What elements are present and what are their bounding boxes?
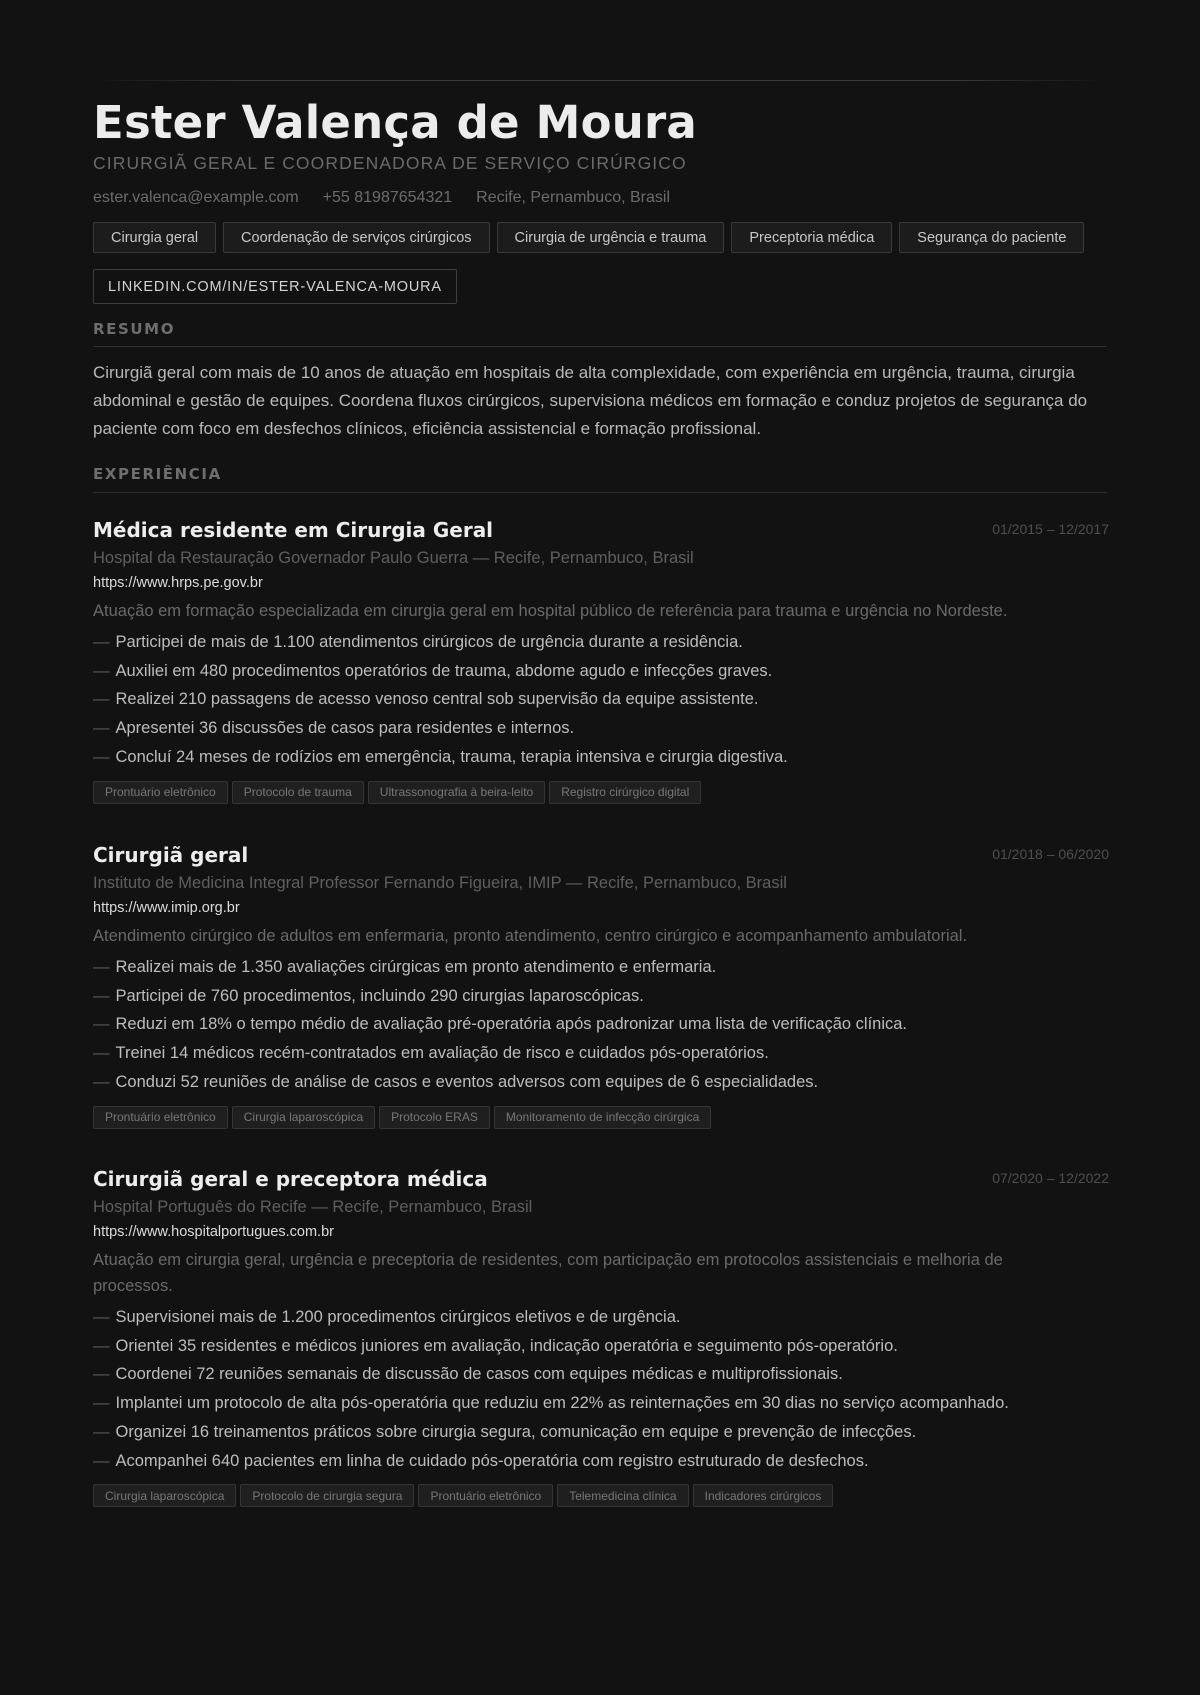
job-entry (93, 516, 1109, 804)
job-achievements (93, 1303, 1109, 1475)
achievement-item (93, 1010, 1109, 1039)
job-entry (93, 841, 1109, 1129)
tool-tag: Cirurgia laparoscópica (93, 1484, 236, 1507)
job-organization: Hospital Português do Recife — Recife, Pernambuco, Brasil (93, 1198, 533, 1216)
achievement-item (93, 743, 1109, 772)
achievement-text: Realizei 210 passagens de acesso venoso central sob supervisão da equipe assistente. (115, 690, 759, 709)
job-description: Atuação em cirurgia geral, urgência e preceptoria de residentes, com participação em protocolos assistenciais e melhoria de processos. (93, 1251, 1003, 1295)
skill-tag: Cirurgia de urgência e trauma (497, 222, 725, 253)
contact-phone[interactable]: +55 81987654321 (322, 189, 453, 206)
job-url[interactable]: https://www.imip.org.br (93, 900, 240, 916)
achievement-item (93, 657, 1109, 686)
job-description: Atuação em formação especializada em cirurgia geral em hospital público de referência para trauma e urgência no Nordeste. (93, 602, 1008, 620)
dash-icon: — (93, 1422, 110, 1441)
achievement-text: Supervisionei mais de 1.200 procedimentos cirúrgicos eletivos e de urgência. (115, 1308, 681, 1326)
achievement-item (93, 1303, 1109, 1332)
achievement-item (93, 1068, 1109, 1097)
tool-tag: Prontuário eletrônico (93, 1106, 228, 1129)
summary-heading: RESUMO (93, 320, 176, 338)
dash-icon: — (93, 986, 110, 1005)
achievement-text: Reduzi em 18% o tempo médio de avaliação pré-operatória após padronizar uma lista de verificação clínica. (115, 1015, 908, 1034)
achievement-text: Participei de 760 procedimentos, incluindo 290 cirurgias laparoscópicas. (115, 986, 644, 1005)
achievement-text: Auxiliei em 480 procedimentos operatórios de trauma, abdome agudo e infecções graves. (115, 661, 773, 680)
dash-icon: — (93, 1336, 110, 1355)
achievement-text: Treinei 14 médicos recém-contratados em avaliação de risco e cuidados pós-operatórios. (115, 1044, 769, 1063)
skills-list (93, 222, 1084, 253)
top-divider (93, 80, 1107, 81)
dash-icon: — (93, 1451, 110, 1470)
achievement-text: Orientei 35 residentes e médicos juniores em avaliação, indicação operatória e seguimento pós-operatório. (115, 1336, 898, 1355)
contact-location: Recife, Pernambuco, Brasil (476, 189, 670, 206)
linkedin-link[interactable]: LINKEDIN.COM/IN/ESTER-VALENCA-MOURA (93, 269, 457, 304)
dash-icon: — (93, 1308, 110, 1326)
summary-divider (93, 346, 1107, 347)
achievement-item (93, 685, 1109, 714)
job-description: Atendimento cirúrgico de adultos em enfermaria, pronto atendimento, centro cirúrgico e acompanhamento ambulatorial. (93, 927, 968, 945)
job-tools (93, 781, 1109, 804)
achievement-item (93, 1039, 1109, 1068)
job-tools (93, 1106, 1109, 1129)
tool-tag: Cirurgia laparoscópica (232, 1106, 375, 1129)
achievement-item (93, 982, 1109, 1011)
achievement-text: Concluí 24 meses de rodízios em emergência, trauma, terapia intensiva e cirurgia digestiva. (115, 747, 788, 766)
achievement-text: Coordenei 72 reuniões semanais de discussão de casos com equipes médicas e multiprofissionais. (115, 1365, 843, 1384)
dash-icon: — (93, 1365, 110, 1384)
dash-icon: — (93, 661, 110, 680)
achievement-text: Participei de mais de 1.100 atendimentos cirúrgicos de urgência durante a residência. (115, 633, 743, 651)
achievement-item (93, 714, 1109, 743)
achievement-item (93, 1418, 1109, 1447)
job-dates: 01/2018 – 06/2020 (992, 846, 1109, 862)
tool-tag: Protocolo de trauma (232, 781, 364, 804)
tool-tag: Registro cirúrgico digital (549, 781, 701, 804)
achievement-item (93, 1360, 1109, 1389)
achievement-item (93, 628, 1109, 657)
achievement-item (93, 953, 1109, 982)
achievement-item (93, 1447, 1109, 1476)
tool-tag: Prontuário eletrônico (418, 1484, 553, 1507)
skill-tag: Preceptoria médica (731, 222, 892, 253)
job-achievements (93, 953, 1109, 1097)
achievement-text: Implantei um protocolo de alta pós-operatória que reduziu em 22% as reinternações em 30 dias no serviço acompanhado. (115, 1394, 1009, 1413)
tool-tag: Protocolo ERAS (379, 1106, 490, 1129)
tool-tag: Indicadores cirúrgicos (693, 1484, 834, 1507)
tool-tag: Prontuário eletrônico (93, 781, 228, 804)
achievement-text: Realizei mais de 1.350 avaliações cirúrgicas em pronto atendimento e enfermaria. (115, 958, 717, 976)
achievement-text: Apresentei 36 discussões de casos para residentes e internos. (115, 719, 575, 738)
achievement-text: Organizei 16 treinamentos práticos sobre cirurgia segura, comunicação em equipe e prevenção de infecções. (115, 1422, 917, 1441)
job-url[interactable]: https://www.hrps.pe.gov.br (93, 575, 263, 591)
skill-tag: Coordenação de serviços cirúrgicos (223, 222, 490, 253)
achievement-text: Conduzi 52 reuniões de análise de casos e eventos adversos com equipes de 6 especialidades. (115, 1072, 819, 1091)
achievement-item (93, 1332, 1109, 1361)
job-dates: 07/2020 – 12/2022 (992, 1170, 1109, 1186)
dash-icon: — (93, 690, 110, 709)
job-title: Médica residente em Cirurgia Geral (93, 518, 494, 542)
tool-tag: Protocolo de cirurgia segura (240, 1484, 414, 1507)
skill-tag: Cirurgia geral (93, 222, 216, 253)
job-achievements (93, 628, 1109, 772)
dash-icon: — (93, 747, 110, 766)
job-title: Cirurgiã geral e preceptora médica (93, 1167, 488, 1191)
job-organization: Instituto de Medicina Integral Professor Fernando Figueira, IMIP — Recife, Pernambuco, Brasil (93, 874, 787, 892)
tool-tag: Monitoramento de infecção cirúrgica (494, 1106, 711, 1129)
experience-divider (93, 492, 1107, 493)
candidate-role: CIRURGIÃ GERAL E COORDENADORA DE SERVIÇO CIRÚRGICO (93, 153, 687, 173)
skill-tag: Segurança do paciente (899, 222, 1084, 253)
dash-icon: — (93, 1394, 110, 1413)
summary-text: Cirurgiã geral com mais de 10 anos de atuação em hospitais de alta complexidade, com experiência em urgência, trauma, cirurgia abdominal e gestão de equipes. Coordena fluxos cirúrgicos, supervisiona médicos em formação e conduz projetos de segurança do paciente com foco em desfechos clínicos, eficiência assistencial e formação profissional. (93, 363, 1088, 438)
dash-icon: — (93, 1072, 110, 1091)
tool-tag: Telemedicina clínica (557, 1484, 688, 1507)
job-tools (93, 1484, 1109, 1507)
job-organization: Hospital da Restauração Governador Paulo Guerra — Recife, Pernambuco, Brasil (93, 549, 694, 567)
dash-icon: — (93, 633, 110, 651)
achievement-text: Acompanhei 640 pacientes em linha de cuidado pós-operatória com registro estruturado de desfechos. (115, 1451, 869, 1470)
job-dates: 01/2015 – 12/2017 (992, 521, 1109, 537)
candidate-name: Ester Valença de Moura (93, 96, 697, 149)
dash-icon: — (93, 719, 110, 738)
job-entry (93, 1165, 1109, 1507)
dash-icon: — (93, 958, 110, 976)
tool-tag: Ultrassonografia à beira-leito (368, 781, 545, 804)
contact-email[interactable]: ester.valenca@example.com (93, 189, 299, 206)
experience-heading: EXPERIÊNCIA (93, 465, 222, 483)
contact-info (93, 189, 670, 207)
dash-icon: — (93, 1044, 110, 1063)
job-url[interactable]: https://www.hospitalportugues.com.br (93, 1224, 334, 1240)
achievement-item (93, 1389, 1109, 1418)
dash-icon: — (93, 1015, 110, 1034)
job-title: Cirurgiã geral (93, 843, 249, 867)
